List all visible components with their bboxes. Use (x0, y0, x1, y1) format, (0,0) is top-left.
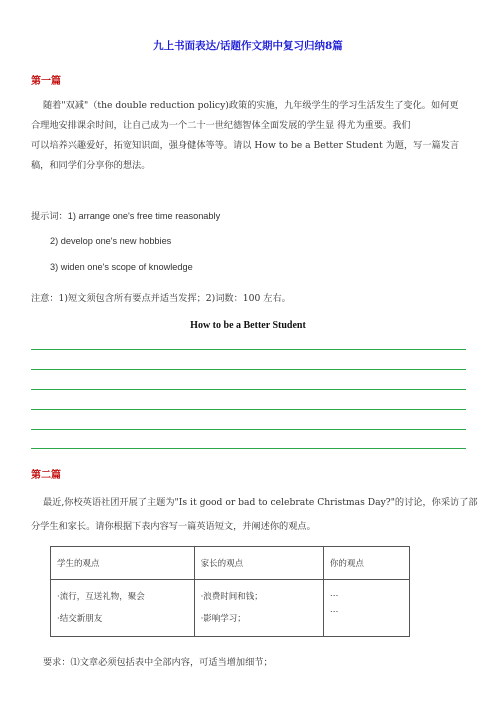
hint-3: 3) widen one's scope of knowledge (50, 262, 193, 272)
section-1-intro-line-4: 稿，和同学们分享你的想法。 (31, 160, 151, 171)
section-1-intro-line-3: 可以培养兴趣爱好，拓宽知识面，强身健体等等。请以 How to be a Better Student 为题，写一篇发言 (31, 140, 460, 151)
parents-views-cell (194, 580, 323, 637)
students-view-1: ·流行，互送礼物，聚会 (57, 592, 145, 602)
table-row (51, 580, 410, 637)
table-header-students: 学生的观点 (51, 547, 195, 580)
section-1-heading: 第一篇 (31, 76, 61, 87)
hint-1: 1) arrange one's free time reasonably (67, 211, 221, 221)
your-views-cell (323, 580, 409, 637)
section-2-heading: 第二篇 (31, 470, 61, 481)
table-header-parents: 家长的观点 (194, 547, 323, 580)
writing-line (31, 448, 466, 449)
students-view-2: ·结交新朋友 (57, 614, 103, 624)
students-views-cell (51, 580, 195, 637)
table-header-row (51, 547, 410, 580)
hints-label: 提示词： (31, 211, 68, 222)
section-1-intro-line-2: 合理地安排课余时间，让自己成为一个二十一世纪德智体全面发展的学生显 得尤为重要。我们 (31, 120, 411, 131)
your-view-1: … (329, 589, 339, 599)
section-1-note: 注意：1)短文须包含所有要点并适当发挥；2)词数：100 左右。 (31, 293, 291, 304)
section-2-intro-line-1: 最近,你校英语社团开展了主题为"Is it good or bad to celebrate Christmas Day?"的讨论，你采访了部 (43, 497, 478, 508)
essay-title: How to be a Better Student (190, 320, 306, 331)
section-2-requirement: 要求：⑴文章必须包括表中全部内容，可适当增加细节； (43, 657, 273, 668)
your-view-2: … (329, 605, 339, 615)
section-2-intro-line-2: 分学生和家长。请你根据下表内容写一篇英语短文，并阐述你的观点。 (31, 521, 316, 532)
parents-view-1: ·浪费时间和钱； (200, 592, 263, 602)
document-title: 九上书面表达/话题作文期中复习归纳8篇 (153, 40, 343, 52)
hint-2: 2) develop one's new hobbies (50, 236, 172, 246)
section-1-intro-line-1: 随着"双减"（the double reduction policy)政策的实施，九年级学生的学习生活发生了变化。如何更 (43, 100, 459, 111)
writing-line (31, 349, 466, 350)
hints-row-1 (31, 208, 220, 222)
writing-line (31, 369, 466, 370)
table-header-yours: 你的观点 (323, 547, 409, 580)
writing-line (31, 389, 466, 390)
parents-view-2: ·影响学习； (200, 614, 246, 624)
opinions-table (50, 546, 410, 637)
writing-line (31, 429, 466, 430)
writing-line (31, 409, 466, 410)
